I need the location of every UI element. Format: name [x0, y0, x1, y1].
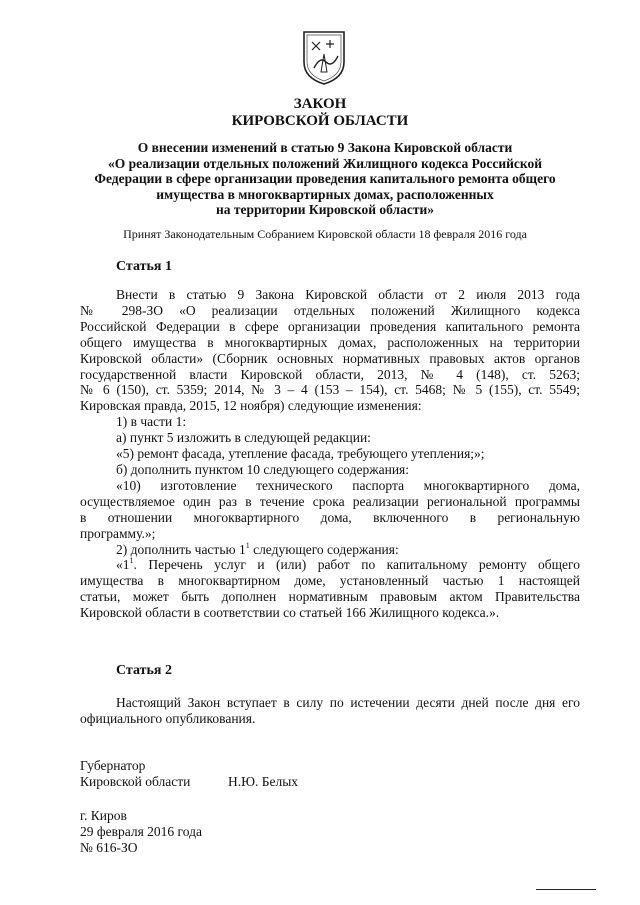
text-line: статьи, может быть дополнен нормативным правовым актом Правительства [80, 589, 580, 605]
footer-divider [536, 889, 596, 890]
signer-region: Кировской области [80, 774, 191, 789]
text-line: № 298-ЗО «О реализации отдельных положений Жилищного кодекса [80, 302, 580, 318]
coat-of-arms-icon [300, 28, 348, 86]
text-line: программу.»; [80, 525, 156, 541]
item-2-text-rest: следующего содержания: [249, 541, 399, 557]
text-line: Кировской области в соответствии со статьей 166 Жилищного кодекса.». [80, 605, 500, 621]
article-2-heading: Статья 2 [116, 663, 172, 678]
law-region: КИРОВСКОЙ ОБЛАСТИ [231, 113, 409, 129]
text-line: осуществляемое один раз в течение срока реализации региональной программы [80, 493, 580, 509]
item-1b: б) дополнить пунктом 10 следующего содержания: [116, 461, 410, 477]
signer-name: Н.Ю. Белых [228, 774, 299, 789]
text-line: Российской Федерации в сфере организации проведения капитального ремонта [80, 318, 580, 334]
subject-line: «О реализации отдельных положений Жилищного кодекса Российской [107, 155, 543, 171]
article-1-heading: Статья 1 [116, 259, 172, 274]
article-1-body [80, 287, 580, 621]
quote-open: «1 [116, 557, 130, 573]
item-1a: а) пункт 5 изложить в следующей редакции: [116, 430, 371, 446]
article-2-body [80, 695, 580, 727]
text-line: № 6 (150), ст. 5359; 2014, № 3 – 4 (153 – 154), ст. 5468; № 5 (155), ст. 5549; [80, 382, 580, 398]
text-line: общего имущества в многоквартирных домах, расположенных на территории [80, 334, 580, 350]
law-title: ЗАКОН [293, 96, 347, 112]
place-date-block [80, 808, 202, 856]
signature-block [80, 758, 299, 790]
text-line: Настоящий Закон вступает в силу по истечении десяти дней после дня его [116, 695, 580, 710]
city: г. Киров [80, 808, 127, 823]
text-line: Внести в статью 9 Закона Кировской области от 2 июля 2013 года [116, 287, 580, 302]
quote-first-rest: . Перечень услуг и (или) работ по капитальному ремонту общего [133, 557, 580, 573]
subject-line: на территории Кировской области» [215, 202, 435, 217]
subject-line: Федерации в сфере организации проведения капитального ремонта общего [94, 171, 556, 186]
adoption-note: Принят Законодательным Собранием Кировской области 18 февраля 2016 года [123, 227, 527, 241]
subject-line: имущества в многоквартирных домах, расположенных [156, 186, 494, 202]
item-1a-text: «5) ремонт фасада, утепление фасада, требующего утепления;»; [116, 446, 485, 462]
law-subject [60, 140, 590, 218]
text-line: государственной власти Кировской области, 2013, № 4 (148), ст. 5263; [80, 366, 580, 382]
item-1: 1) в части 1: [116, 414, 187, 430]
item-2-text: 2) дополнить частью 1 [116, 541, 246, 557]
subject-line: О внесении изменений в статью 9 Закона Кировской области [137, 140, 513, 155]
text-line: Кировской области» (Сборник основных нормативных правовых актов органов [80, 350, 580, 366]
text-line: официального опубликования. [80, 710, 256, 726]
signing-date: 29 февраля 2016 года [80, 824, 202, 839]
signer-position: Губернатор [80, 758, 146, 773]
law-number: № 616-ЗО [80, 840, 138, 855]
text-line: «10) изготовление технического паспорта многоквартирного дома, [116, 477, 580, 493]
item-2 [80, 542, 580, 558]
text-line: Кировская правда, 2015, 12 ноября) следующие изменения: [80, 398, 422, 414]
text-line: имущества в многоквартирном доме, установленный частью 1 настоящей [80, 573, 580, 589]
text-line: в отношении многоквартирного дома, включенного в региональную [80, 509, 580, 525]
superscript: 1 [245, 540, 250, 550]
quote-first-line [80, 557, 580, 573]
superscript: 1 [129, 556, 134, 566]
